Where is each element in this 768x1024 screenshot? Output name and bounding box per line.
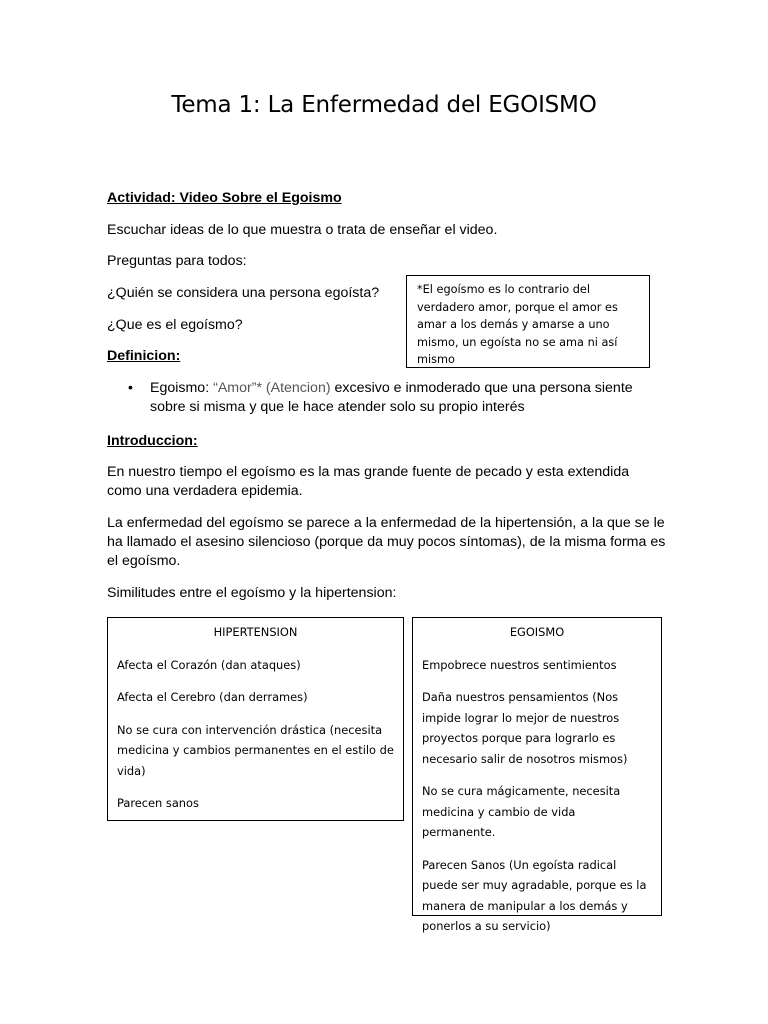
hipertension-header: HIPERTENSION — [213, 625, 298, 639]
egoismo-item: No se cura mágicamente, necesita medicina y cambio de vida permanente. — [422, 784, 621, 839]
bullet-icon: • — [128, 379, 133, 395]
introduccion-heading: Introduccion: — [107, 433, 198, 449]
bullet-rest: excesivo e inmoderado que una persona siente sobre si misma y que le hace atender solo su propio interés — [150, 380, 633, 415]
egoismo-item: Daña nuestros pensamientos (Nos impide lograr lo mejor de nuestros proyectos porque para lograrlo es necesario salir de nosotros mismos) — [422, 690, 628, 766]
egoismo-header: EGOISMO — [509, 625, 565, 639]
hipertension-item: Afecta el Corazón (dan ataques) — [117, 657, 301, 672]
actividad-heading: Actividad: Video Sobre el Egoismo — [107, 190, 342, 206]
paragraph-preguntas: Preguntas para todos: — [107, 253, 247, 269]
hipertension-item: Parecen sanos — [117, 796, 199, 810]
bullet-amor: “Amor”* (Atencion) — [213, 380, 331, 396]
question-1: ¿Quién se considera una persona egoísta? — [107, 285, 380, 301]
egoismo-item: Empobrece nuestros sentimientos — [422, 657, 617, 672]
hipertension-item: No se cura con intervención drástica (necesita medicina y cambios permanentes en el estilo de vida) — [117, 722, 394, 778]
definicion-heading: Definicion: — [107, 348, 181, 364]
intro-paragraph-2: La enfermedad del egoísmo se parece a la enfermedad de la hipertensión, a la que se le ha llamado el asesino silencioso (porque da muy pocos síntomas), de la misma forma es el egoísmo. — [107, 515, 666, 569]
definition-bullet — [150, 379, 670, 417]
egoismo-item: Parecen Sanos (Un egoísta radical puede ser muy agradable, porque es la manera de manipular a los demás y ponerlos a su servicio) — [422, 857, 647, 933]
hipertension-item: Afecta el Cerebro (dan derrames) — [117, 690, 308, 704]
egoismo-box — [412, 617, 662, 933]
paragraph-escuchar: Escuchar ideas de lo que muestra o trata de enseñar el video. — [107, 222, 498, 238]
document-title: Tema 1: La Enfermedad del EGOISMO — [171, 92, 597, 118]
bullet-prefix: Egoismo: — [150, 380, 214, 396]
note-box: *El egoísmo es lo contrario del verdadero amor, porque el amor es amar a los demás y amarse a uno mismo, un egoísta no se ama ni así mismo — [406, 275, 650, 368]
hipertension-box — [107, 617, 404, 821]
similitudes-text: Similitudes entre el egoísmo y la hipertension: — [107, 585, 397, 601]
intro-paragraph-1: En nuestro tiempo el egoísmo es la mas grande fuente de pecado y esta extendida como una verdadera epidemia. — [107, 464, 630, 499]
question-2: ¿Que es el egoísmo? — [107, 317, 243, 333]
